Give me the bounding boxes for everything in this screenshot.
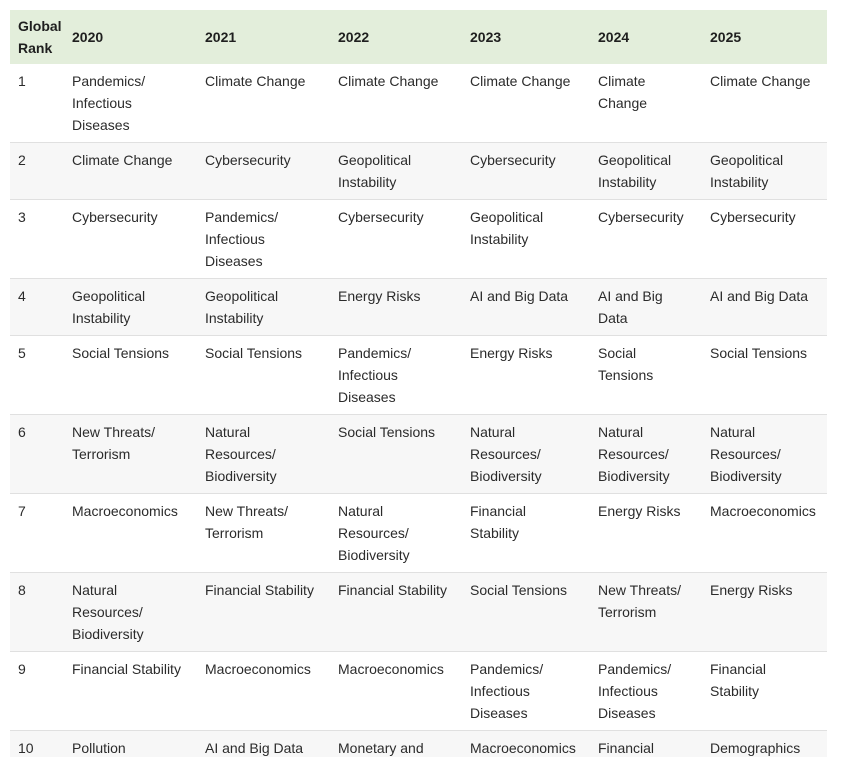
risk-cell: Social Tensions <box>330 415 462 494</box>
risk-cell: AI and Big Data <box>702 279 827 336</box>
risk-cell: Geopolitical Instability <box>197 279 330 336</box>
column-header-2021: 2021 <box>197 10 330 64</box>
risk-cell: Macroeconomics <box>330 652 462 731</box>
risk-cell: Natural Resources/ Biodiversity <box>590 415 702 494</box>
risk-cell: Natural Resources/ Biodiversity <box>462 415 590 494</box>
table-row <box>10 731 827 757</box>
column-header-2023: 2023 <box>462 10 590 64</box>
risk-cell: New Threats/ Terrorism <box>197 494 330 573</box>
column-header-global-rank: Global Rank <box>10 10 64 64</box>
risk-cell: Climate Change <box>590 64 702 143</box>
rank-cell: 1 <box>10 64 64 143</box>
rank-cell: 2 <box>10 143 64 200</box>
column-header-2020: 2020 <box>64 10 197 64</box>
table-header <box>10 10 827 64</box>
risk-cell: Pandemics/ Infectious Diseases <box>197 200 330 279</box>
risk-cell: Social Tensions <box>590 336 702 415</box>
risk-cell: Pandemics/ Infectious Diseases <box>64 64 197 143</box>
risk-cell: Climate Change <box>64 143 197 200</box>
rank-cell: 8 <box>10 573 64 652</box>
risk-cell: New Threats/ Terrorism <box>590 573 702 652</box>
risk-cell: Cybersecurity <box>64 200 197 279</box>
rank-cell: 6 <box>10 415 64 494</box>
table-row <box>10 573 827 652</box>
risk-cell: Energy Risks <box>330 279 462 336</box>
table-row <box>10 200 827 279</box>
risk-cell: Monetary and <box>330 731 462 757</box>
column-header-2022: 2022 <box>330 10 462 64</box>
risk-cell: Pollution <box>64 731 197 757</box>
table-row <box>10 652 827 731</box>
risk-cell: Social Tensions <box>702 336 827 415</box>
rank-cell: 10 <box>10 731 64 757</box>
risk-cell: Climate Change <box>197 64 330 143</box>
risk-cell: Natural Resources/ Biodiversity <box>702 415 827 494</box>
table-row <box>10 143 827 200</box>
column-header-2025: 2025 <box>702 10 827 64</box>
risk-cell: Financial Stability <box>702 652 827 731</box>
risk-cell: AI and Big Data <box>197 731 330 757</box>
rank-cell: 7 <box>10 494 64 573</box>
risk-cell: Pandemics/ Infectious Diseases <box>590 652 702 731</box>
global-risks-rank-table <box>10 10 827 757</box>
risk-cell: Financial Stability <box>462 494 590 573</box>
risk-cell: Social Tensions <box>64 336 197 415</box>
table-row <box>10 279 827 336</box>
risk-cell: Financial <box>590 731 702 757</box>
risk-cell: Energy Risks <box>702 573 827 652</box>
rank-cell: 9 <box>10 652 64 731</box>
risk-cell: New Threats/ Terrorism <box>64 415 197 494</box>
risk-cell: Cybersecurity <box>590 200 702 279</box>
risk-cell: Macroeconomics <box>64 494 197 573</box>
risk-cell: Energy Risks <box>462 336 590 415</box>
risk-cell: Geopolitical Instability <box>330 143 462 200</box>
table-row <box>10 336 827 415</box>
header-row <box>10 10 827 64</box>
risk-cell: Social Tensions <box>197 336 330 415</box>
risk-cell: Cybersecurity <box>462 143 590 200</box>
rank-cell: 5 <box>10 336 64 415</box>
rank-cell: 3 <box>10 200 64 279</box>
rank-cell: 4 <box>10 279 64 336</box>
risk-cell: Cybersecurity <box>330 200 462 279</box>
risk-cell: Demographics <box>702 731 827 757</box>
risk-cell: Geopolitical Instability <box>702 143 827 200</box>
risk-cell: Geopolitical Instability <box>590 143 702 200</box>
risk-cell: Climate Change <box>330 64 462 143</box>
risk-cell: Climate Change <box>462 64 590 143</box>
risk-cell: Macroeconomics <box>462 731 590 757</box>
risk-cell: Geopolitical Instability <box>64 279 197 336</box>
risk-cell: Cybersecurity <box>702 200 827 279</box>
risk-cell: AI and Big Data <box>462 279 590 336</box>
column-header-2024: 2024 <box>590 10 702 64</box>
risk-cell: Macroeconomics <box>702 494 827 573</box>
risk-cell: Financial Stability <box>64 652 197 731</box>
table-row <box>10 494 827 573</box>
risk-cell: Social Tensions <box>462 573 590 652</box>
table-body <box>10 64 827 757</box>
risk-cell: Climate Change <box>702 64 827 143</box>
risk-cell: Geopolitical Instability <box>462 200 590 279</box>
risk-cell: Energy Risks <box>590 494 702 573</box>
risk-cell: Natural Resources/ Biodiversity <box>64 573 197 652</box>
risk-cell: Macroeconomics <box>197 652 330 731</box>
risk-cell: Cybersecurity <box>197 143 330 200</box>
risk-cell: Pandemics/ Infectious Diseases <box>462 652 590 731</box>
risk-cell: AI and Big Data <box>590 279 702 336</box>
table-row <box>10 64 827 143</box>
risk-cell: Pandemics/ Infectious Diseases <box>330 336 462 415</box>
risk-cell: Natural Resources/ Biodiversity <box>197 415 330 494</box>
risk-cell: Financial Stability <box>197 573 330 652</box>
table-row <box>10 415 827 494</box>
risk-cell: Natural Resources/ Biodiversity <box>330 494 462 573</box>
risk-cell: Financial Stability <box>330 573 462 652</box>
